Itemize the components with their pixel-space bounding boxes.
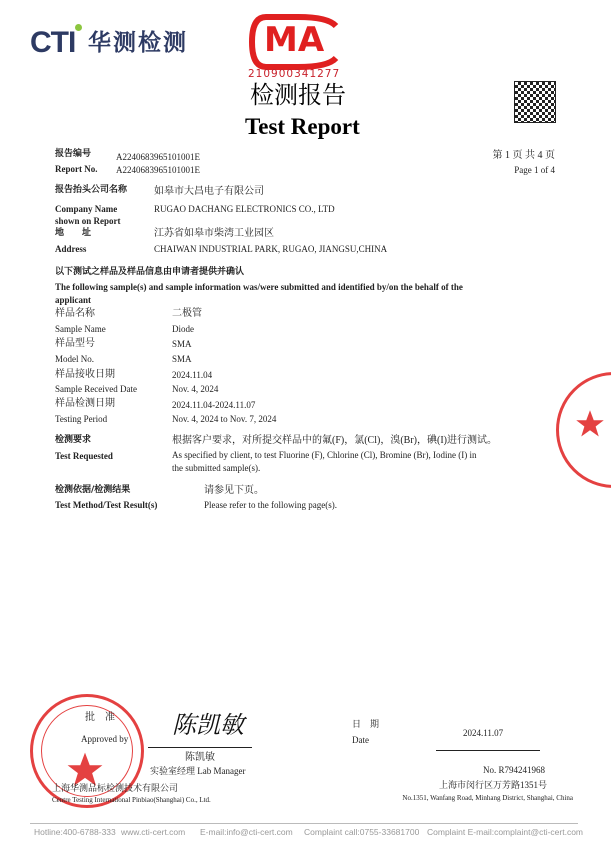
official-seal-partial — [556, 372, 611, 488]
company-name-en: RUGAO DACHANG ELECTRONICS CO., LTD — [154, 204, 335, 214]
test-requested-label-cn: 检测要求 — [55, 435, 92, 445]
cma-logo-icon: MA — [248, 14, 344, 72]
issuer-address-en: No.1351, Wanfang Road, Minhang District, Shanghai, China — [402, 794, 573, 802]
address-cn: 江苏省如皋市柴湾工业园区 — [154, 228, 274, 239]
sample-heading-cn: 以下测试之样品及样品信息由申请者提供并确认 — [55, 267, 245, 277]
sample-row-label-en: Sample Name — [55, 324, 106, 334]
date-label-en: Date — [352, 735, 369, 745]
sample-row-label-en: Model No. — [55, 354, 94, 364]
sample-row-label-cn: 样品型号 — [55, 338, 95, 349]
test-method-en: Please refer to the following page(s). — [204, 500, 337, 510]
sample-row-value: Nov. 4, 2024 — [172, 384, 219, 394]
sample-row-value: Diode — [172, 324, 194, 334]
cti-logo: CTI — [30, 26, 76, 59]
logo-cn: 华测检测 — [88, 29, 188, 55]
sample-row-label-en: Testing Period — [55, 414, 108, 424]
page-en: Page 1 of 4 — [514, 165, 555, 175]
signer-name: 陈凯敏 — [185, 752, 215, 763]
footer-divider — [30, 823, 578, 824]
company-label-en2: shown on Report — [55, 216, 121, 226]
address-label-en: Address — [55, 244, 87, 254]
issuer-address-cn: 上海市闵行区万芳路1351号 — [438, 780, 547, 790]
footer-email[interactable]: E-mail:info@cti-cert.com — [200, 827, 293, 837]
report-no-label-cn: 报告编号 — [55, 149, 92, 159]
page-cn: 第 1 页 共 4 页 — [492, 150, 555, 161]
sample-row-label-cn: 样品名称 — [55, 308, 95, 319]
sample-row-value: SMA — [172, 354, 192, 364]
issuer-company-cn: 上海华测品标检测技术有限公司 — [52, 783, 179, 793]
date-label-cn: 日 期 — [352, 719, 380, 729]
footer-complaint-call: Complaint call:0755-33681700 — [304, 827, 420, 837]
approved-label-cn: 批 准 — [85, 712, 115, 723]
test-method-cn: 请参见下页。 — [204, 485, 264, 496]
test-requested-en: As specified by client, to test Fluorine (F), Chlorine (Cl), Bromine (Br), Iodine (I) in — [172, 450, 477, 460]
test-method-label-en: Test Method/Test Result(s) — [55, 500, 158, 510]
test-requested-label-en: Test Requested — [55, 451, 113, 461]
sample-row-value-cn: 二极管 — [172, 308, 202, 319]
signature: 陈凯敏 — [172, 711, 244, 739]
date-line — [436, 750, 540, 751]
approved-label-en: Approved by — [81, 734, 129, 744]
sample-row-value: Nov. 4, 2024 to Nov. 7, 2024 — [172, 414, 277, 424]
address-label-cn: 地 址 — [55, 228, 92, 238]
company-label-en: Company Name — [55, 204, 118, 214]
logo-dot-icon — [75, 24, 82, 31]
sample-row-label-en: Sample Received Date — [55, 384, 137, 394]
company-name-cn: 如皋市大昌电子有限公司 — [154, 186, 264, 197]
signer-role: 实验室经理 Lab Manager — [150, 766, 246, 776]
sample-heading-en2: applicant — [55, 295, 92, 305]
qr-code-icon[interactable] — [515, 82, 555, 122]
cma-number: 210900341277 — [248, 68, 341, 80]
issuer-company-en: Centre Testing International Pinbiao(Shanghai) Co., Ltd. — [52, 796, 211, 804]
report-no-label-en: Report No. — [55, 164, 98, 174]
title-cn: 检测报告 — [250, 81, 346, 109]
test-method-label-cn: 检测依据/检测结果 — [55, 485, 131, 495]
report-no-value-2: A2240683965101001E — [116, 165, 200, 175]
signature-line — [148, 747, 252, 748]
test-requested-en2: the submitted sample(s). — [172, 463, 261, 473]
sample-row-label-cn: 样品检测日期 — [55, 398, 115, 409]
address-en: CHAIWAN INDUSTRIAL PARK, RUGAO, JIANGSU,CHINA — [154, 244, 388, 254]
report-no-value: A2240683965101001E — [116, 152, 200, 162]
footer-website[interactable]: www.cti-cert.com — [121, 827, 186, 837]
footer-complaint-email[interactable]: Complaint E-mail:complaint@cti-cert.com — [427, 827, 584, 837]
seal-star-icon — [575, 409, 605, 439]
title-en: Test Report — [245, 114, 360, 139]
company-label-cn: 报告抬头公司名称 — [55, 185, 128, 195]
sample-row-value-cn: 2024.11.04-2024.11.07 — [172, 400, 256, 410]
date-value: 2024.11.07 — [463, 728, 504, 738]
sample-row-value-cn: SMA — [172, 339, 192, 349]
sample-row-value-cn: 2024.11.04 — [172, 370, 213, 380]
test-requested-cn: 根据客户要求，对所提交样品中的氟(F)，氯(Cl)，溴(Br)，碘(I)进行测试。 — [172, 435, 497, 446]
sample-heading-en: The following sample(s) and sample information was/were submitted and identified by/on the behalf of the — [55, 282, 463, 292]
footer-hotline: Hotline:400-6788-333 — [34, 827, 116, 837]
sample-row-label-cn: 样品接收日期 — [55, 369, 115, 380]
document-number: No. R794241968 — [482, 765, 545, 775]
